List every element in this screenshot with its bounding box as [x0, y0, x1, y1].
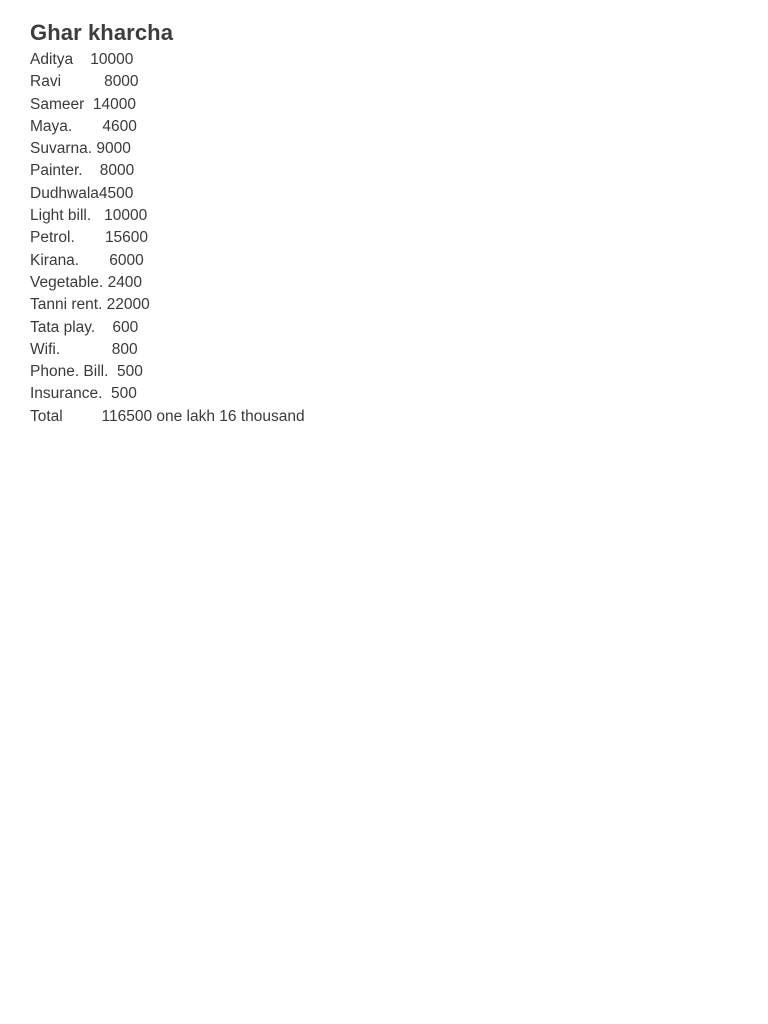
note-line-suvarna: Suvarna. 9000 — [30, 140, 131, 158]
note-line-dudhwala: Dudhwala4500 — [30, 184, 134, 202]
note-content[interactable] — [30, 18, 730, 428]
note-line-kirana: Kirana. 6000 — [30, 251, 144, 269]
note-line-ravi: Ravi 8000 — [30, 73, 139, 91]
note-line-total: Total 116500 one lakh 16 thousand — [30, 407, 305, 425]
note-line-insurance: Insurance. 500 — [30, 385, 137, 403]
note-line-light-bill: Light bill. 10000 — [30, 207, 148, 225]
note-title: Ghar kharcha — [30, 20, 174, 45]
note-line-vegetable: Vegetable. 2400 — [30, 273, 143, 291]
note-line-aditya: Aditya 10000 — [30, 51, 134, 68]
note-line-tanni-rent: Tanni rent. 22000 — [30, 296, 150, 314]
note-line-phone-bill: Phone. Bill. 500 — [30, 363, 143, 381]
note-line-maya: Maya. 4600 — [30, 117, 137, 135]
note-body[interactable] — [30, 49, 730, 428]
note-line-wifi: Wifi. 800 — [30, 340, 138, 358]
note-line-painter: Painter. 8000 — [30, 162, 135, 180]
note-line-tata-play: Tata play. 600 — [30, 318, 139, 336]
note-line-petrol: Petrol. 15600 — [30, 229, 149, 247]
note-line-sameer: Sameer 14000 — [30, 95, 136, 113]
